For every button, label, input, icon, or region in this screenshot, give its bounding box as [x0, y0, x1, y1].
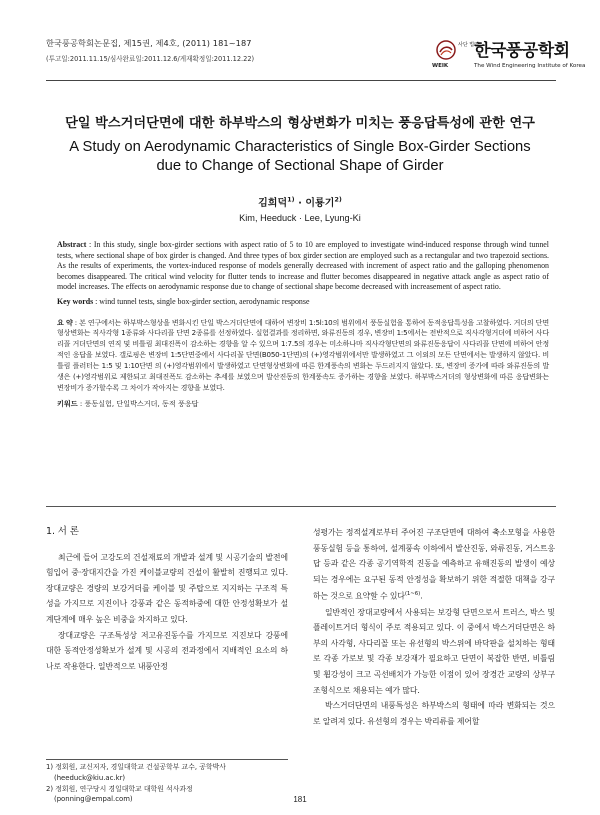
author-separator: · [294, 198, 306, 209]
body-column-left [46, 524, 288, 674]
keywords-ko-label: 키워드 [57, 398, 78, 408]
summary-label: 요 약 [57, 317, 73, 327]
summary-korean [57, 318, 549, 394]
abstract-english [57, 240, 549, 293]
abstract-block [57, 240, 549, 409]
footnote-2-email: (ponning@empal.com) [54, 795, 133, 804]
submission-dates: (투고일:2011.11.15/심사완료일:2011.12.6/게재확정일:2011.12.22) [46, 55, 255, 63]
abstract-divider [46, 506, 556, 507]
intro-paragraph-4: 일반적인 장대교량에서 사용되는 보강형 단면으로서 트러스, 박스 및 플레이트거더 형식이 주로 적용되고 있다. 이 중에서 박스거더단면은 하부의 사각형, 사다리꼴 또는 유선형의 박스위에 바닥판을 설치하는 형태로 각종 가로보 및 각종 보강재가 필요하고 단면이 복잡한 반면, 비틀림 및 휨강성이 크고 곡선배치가 가능한 이점이 있어 장경간 교량의 상부구조형식으로 채용되는 예가 많다. [313, 607, 555, 695]
intro-paragraph-3 [313, 525, 555, 605]
society-emblem-icon [436, 40, 456, 60]
society-name-en: The Wind Engineering Institute of Korea [474, 63, 586, 69]
title-english-line2: due to Change of Sectional Shape of Girder [156, 158, 444, 174]
section-heading-intro: 1. 서 론 [46, 526, 79, 537]
authors-english: Kim, Heeduck · Lee, Lyung-Ki [239, 213, 361, 223]
author2-name: 이룡기 [305, 198, 335, 209]
keywords-label: Key words [57, 296, 94, 306]
journal-header [46, 38, 366, 63]
intro-paragraph-2: 장대교량은 구조특성상 저고유진동수를 가지므로 지진보다 강풍에 대한 동적안정성확보가 설계 및 시공의 전과정에서 지배적인 요소의 하나로 작용한다. 일반적으로 내풍안정 [46, 630, 288, 671]
footnote-1: 1) 정회원, 교신저자, 경일대학교 건설공학부 교수, 공학박사 [46, 763, 226, 771]
keywords-text: : wind tunnel tests, single box-girder section, aerodynamic response [93, 296, 310, 306]
footnote-1-email: (heeduck@kiu.ac.kr) [54, 773, 126, 782]
title-english [0, 138, 600, 176]
summary-text: : 본 연구에서는 하부박스형상을 변화시킨 단일 박스거더단면에 대하여 변장비 1:5l:10의 범위에서 풍동실험을 통하여 동적응답특성을 고찰하였다. 거더의 단면형상변화는 직사각형 1종류와 사다리꼴 단면 2종류를 선정하였다. 실험결과를 정리하면, 와류진동의 경우, 변장비 1:5에서는 전반적으로 직사각형거더에 비하여 사다리꼴 거더단면의 연직 및 비틀림 최대진폭이 감소하는 경향을 알 수 있으며 1:7.5의 경우는 미소하나마 직사각형단면의 와류진동응답이 사다리꼴 단면에 비하여 안정적인 응답을 보였다. 갤로핑은 변장비 1:5단면중에서 사다리꼴 단면(B050-1단면)의 (+)영각범위에서만 발생하였고 그 이외의 모든 단면에서는 발생하지 않았다. 비틀림 플러터는 1:5 및 1:10단면 의 (+)영각범위에서 발생하였고 단면형상변화에 따른 한계풍속의 변화는 두드러지지 않았다. 또, 변장비 증가에 따라 와류진동의 발생은 (+)영각범위로 제한되고 최대진폭도 감소하는 추세를 보였으며 발산진동의 한계풍속도 증가하는 경향을 보였다. 하부박스거더의 형상변화에 따른 응답변화는 변장비가 증가할수록 그 차이가 작아지는 경향을 보였다. [57, 317, 549, 392]
citation-ref: (1~6) [404, 591, 421, 598]
title-korean: 단일 박스거더단면에 대한 하부박스의 형상변화가 미치는 풍응답특성에 관한 연구 [65, 116, 535, 131]
keywords-korean [57, 399, 549, 409]
authors-korean [0, 194, 600, 209]
author2-sup: 2) [334, 195, 342, 204]
author1-sup: 1) [287, 195, 295, 204]
footnote-divider [46, 759, 288, 760]
society-abbr: WEIK [432, 63, 449, 69]
society-name: 한국풍공학회 [474, 41, 570, 61]
keywords-ko-text: : 풍동실험, 단일박스거더, 동적 풍응답 [77, 398, 199, 408]
intro-paragraph-5: 박스거더단면의 내풍특성은 하부박스의 형태에 따라 변화되는 것으로 알려져 있다. 유선형의 경우는 박리류를 제어할 [313, 701, 555, 726]
intro-paragraph-3-end: . [420, 591, 423, 601]
page-number: 181 [293, 795, 307, 804]
abstract-text: : In this study, single box-girder sections with aspect ratio of 5 to 10 are employed to investigate wind-induced response through wind tunnel tests, where sectional shape of box girder is changed. And three types of box girder section are employed such as a rectangular and two trapezoid sections. As the results of experiments, the vortex-induced response of models generally decreased with increment of aspect ratio and the galloping phenomenon becomes disappeared. The critical wind velocity for flutter tends to increase and flutter becomes disappeared in negative attack angle as aspect ratio of model increases. The effects on aerodynamic response due to change of sectional shape become decreased with increasement of aspect ratio. [57, 240, 549, 291]
body-column-right [313, 525, 555, 729]
intro-paragraph-1: 최근에 들어 고강도의 건설재료의 개발과 설계 및 시공기술의 발전에 힘입어 중·장대지간을 가진 케이블교량의 건설이 활발히 진행되고 있다. 장대교량은 경량의 보강거더를 케이블 및 주탑으로 지지하는 구조적 특성을 가지므로 지진이나 강풍과 같은 동적하중에 대한 안정성확보가 설계단계에 매우 높은 비중을 차지하고 있다. [46, 552, 288, 624]
author1-name: 김희덕 [258, 198, 288, 209]
journal-citation: 한국풍공학회논문집, 제15권, 제4호, (2011) 181~187 [46, 38, 252, 48]
title-english-line1: A Study on Aerodynamic Characteristics of Single Box-Girder Sections [69, 139, 531, 155]
footnote-2: 2) 정회원, 연구당시 경일대학교 대학원 석사과정 [46, 784, 193, 793]
header-divider [46, 80, 556, 81]
abstract-label: Abstract [57, 240, 87, 249]
keywords-english [57, 297, 549, 306]
intro-paragraph-3-text: 성평가는 정적설계로부터 주어진 구조단면에 대하여 축소모형을 사용한 풍동실험 등을 통하여, 설계풍속 이하에서 발산진동, 와류진동, 거스트응답 등과 같은 각종 공기역학적 진동을 예측하고 유해진동의 발생이 예상되는 경우에는 요구된 동적 안정성을 확보하기 위한 적절한 대책을 강구하는 것으로 요약할 수 있다 [313, 528, 555, 601]
society-logo [430, 30, 586, 74]
society-small-label: 사단 법인 [458, 42, 479, 48]
